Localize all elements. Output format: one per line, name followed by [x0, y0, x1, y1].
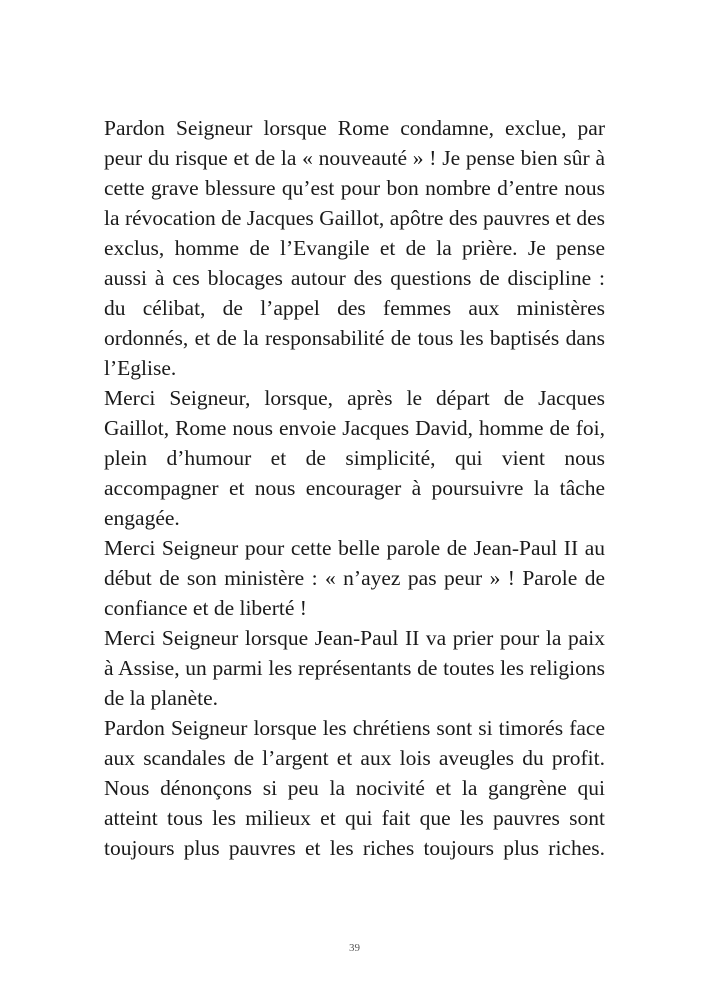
page-number: 39	[349, 942, 360, 954]
paragraph-pardon-rome: Pardon Seigneur lorsque Rome condamne, exclue, par peur du risque et de la « nouveauté » ! Je pense bien sûr à cette grave blessure qu’est pour bon nombre d’entre nous la révocation de Jacques Gaillot, apôtre des pauvres et des exclus, homme de l’Evangile et de la prière. Je pense aussi à ces blocages autour des questions de discipline : du célibat, de l’appel des femmes aux ministères ordonnés, et de la responsabilité de tous les baptisés dans l’Eglise.	[104, 116, 605, 380]
page-body	[104, 113, 605, 863]
paragraph-merci-assise: Merci Seigneur lorsque Jean-Paul II va prier pour la paix à Assise, un parmi les représentants de toutes les religions de la planète.	[104, 626, 605, 710]
paragraph-merci-jean-paul-ii: Merci Seigneur pour cette belle parole de Jean-Paul II au début de son ministère : « n’ayez pas peur » ! Parole de confiance et de liberté !	[104, 536, 605, 620]
paragraph-merci-jacques-david: Merci Seigneur, lorsque, après le départ de Jacques Gaillot, Rome nous envoie Jacques David, homme de foi, plein d’humour et de simplicité, qui vient nous accompagner et nous encourager à poursuivre la tâche engagée.	[104, 386, 605, 530]
paragraph-pardon-argent: Pardon Seigneur lorsque les chrétiens sont si timorés face aux scandales de l’argent et aux lois aveugles du profit. Nous dénonçons si peu la nocivité et la gangrène qui atteint tous les milieux et qui fait que les pauvres sont toujours plus pauvres et les riches toujours plus riches.	[104, 716, 605, 860]
